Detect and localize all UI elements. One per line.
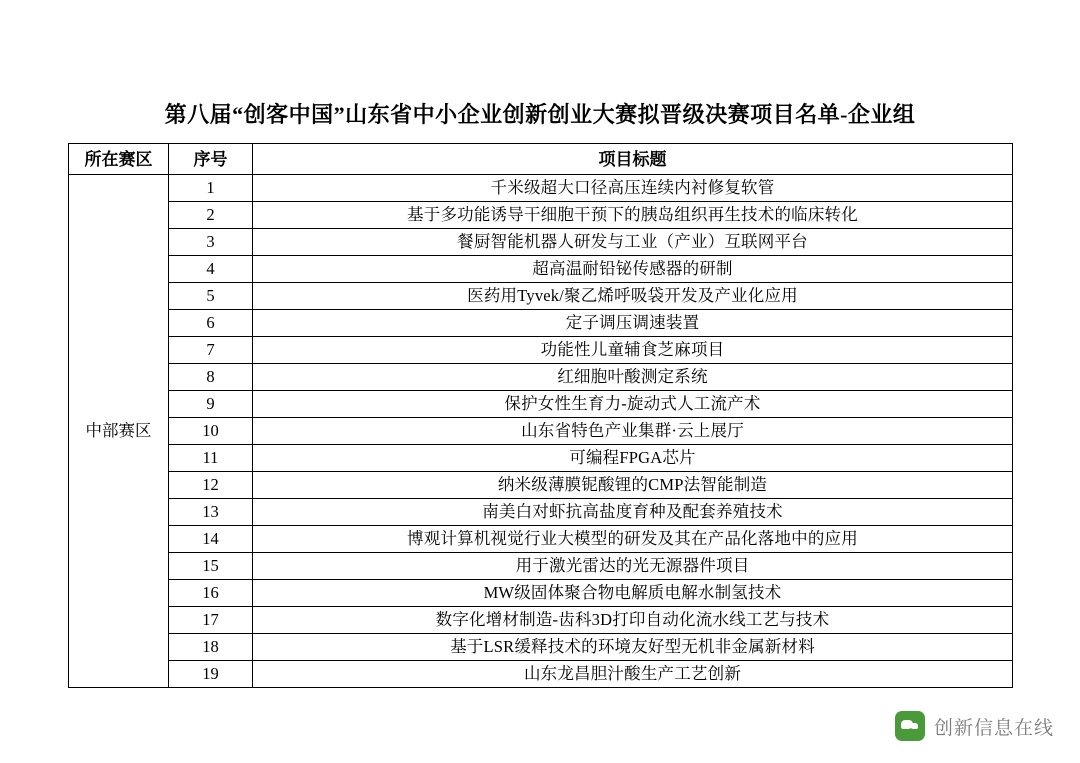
table-row	[69, 445, 1013, 472]
project-title: 基于多功能诱导干细胞干预下的胰岛组织再生技术的临床转化	[253, 202, 1013, 229]
table-row	[69, 391, 1013, 418]
table-header-row	[69, 144, 1013, 175]
row-number: 7	[169, 337, 253, 364]
row-number: 18	[169, 634, 253, 661]
row-number: 19	[169, 661, 253, 688]
project-title: 可编程FPGA芯片	[253, 445, 1013, 472]
table-row	[69, 661, 1013, 688]
project-title: 保护女性生育力-旋动式人工流产术	[253, 391, 1013, 418]
column-header-title: 项目标题	[253, 144, 1013, 175]
project-title: 餐厨智能机器人研发与工业（产业）互联网平台	[253, 229, 1013, 256]
table-row	[69, 337, 1013, 364]
row-number: 13	[169, 499, 253, 526]
project-title: 超高温耐铅铋传感器的研制	[253, 256, 1013, 283]
project-list-table	[68, 143, 1013, 688]
table-row	[69, 256, 1013, 283]
project-title: 基于LSR缓释技术的环境友好型无机非金属新材料	[253, 634, 1013, 661]
project-title: 数字化增材制造-齿科3D打印自动化流水线工艺与技术	[253, 607, 1013, 634]
project-title: 纳米级薄膜铌酸锂的CMP法智能制造	[253, 472, 1013, 499]
table-row	[69, 634, 1013, 661]
zone-cell: 中部赛区	[69, 175, 169, 688]
project-title: 定子调压调速装置	[253, 310, 1013, 337]
column-header-no: 序号	[169, 144, 253, 175]
row-number: 10	[169, 418, 253, 445]
table-row	[69, 364, 1013, 391]
table-row	[69, 310, 1013, 337]
project-title: 山东龙昌胆汁酸生产工艺创新	[253, 661, 1013, 688]
project-title: 南美白对虾抗高盐度育种及配套养殖技术	[253, 499, 1013, 526]
table-row	[69, 229, 1013, 256]
row-number: 15	[169, 553, 253, 580]
table-row	[69, 472, 1013, 499]
project-title: 红细胞叶酸测定系统	[253, 364, 1013, 391]
row-number: 17	[169, 607, 253, 634]
project-title: 山东省特色产业集群·云上展厅	[253, 418, 1013, 445]
table-row	[69, 553, 1013, 580]
project-title: 千米级超大口径高压连续内衬修复软管	[253, 175, 1013, 202]
page-title: 第八届“创客中国”山东省中小企业创新创业大赛拟晋级决赛项目名单-企业组	[164, 102, 916, 127]
row-number: 9	[169, 391, 253, 418]
project-title: 博观计算机视觉行业大模型的研发及其在产品化落地中的应用	[253, 526, 1013, 553]
row-number: 14	[169, 526, 253, 553]
project-title: 医药用Tyvek/聚乙烯呼吸袋开发及产业化应用	[253, 283, 1013, 310]
row-number: 1	[169, 175, 253, 202]
table-row	[69, 202, 1013, 229]
project-title: 功能性儿童辅食芝麻项目	[253, 337, 1013, 364]
table-row	[69, 283, 1013, 310]
table-row	[69, 526, 1013, 553]
row-number: 6	[169, 310, 253, 337]
watermark	[895, 711, 1054, 741]
row-number: 8	[169, 364, 253, 391]
project-title: MW级固体聚合物电解质电解水制氢技术	[253, 580, 1013, 607]
row-number: 4	[169, 256, 253, 283]
row-number: 16	[169, 580, 253, 607]
row-number: 5	[169, 283, 253, 310]
row-number: 3	[169, 229, 253, 256]
table-row	[69, 499, 1013, 526]
table-body	[69, 175, 1013, 688]
table-row	[69, 607, 1013, 634]
wechat-logo-icon	[895, 711, 925, 741]
project-title: 用于激光雷达的光无源器件项目	[253, 553, 1013, 580]
row-number: 12	[169, 472, 253, 499]
row-number: 2	[169, 202, 253, 229]
row-number: 11	[169, 445, 253, 472]
watermark-label: 创新信息在线	[933, 717, 1054, 739]
table-row	[69, 175, 1013, 202]
column-header-zone: 所在赛区	[69, 144, 169, 175]
table-row	[69, 580, 1013, 607]
table-row	[69, 418, 1013, 445]
